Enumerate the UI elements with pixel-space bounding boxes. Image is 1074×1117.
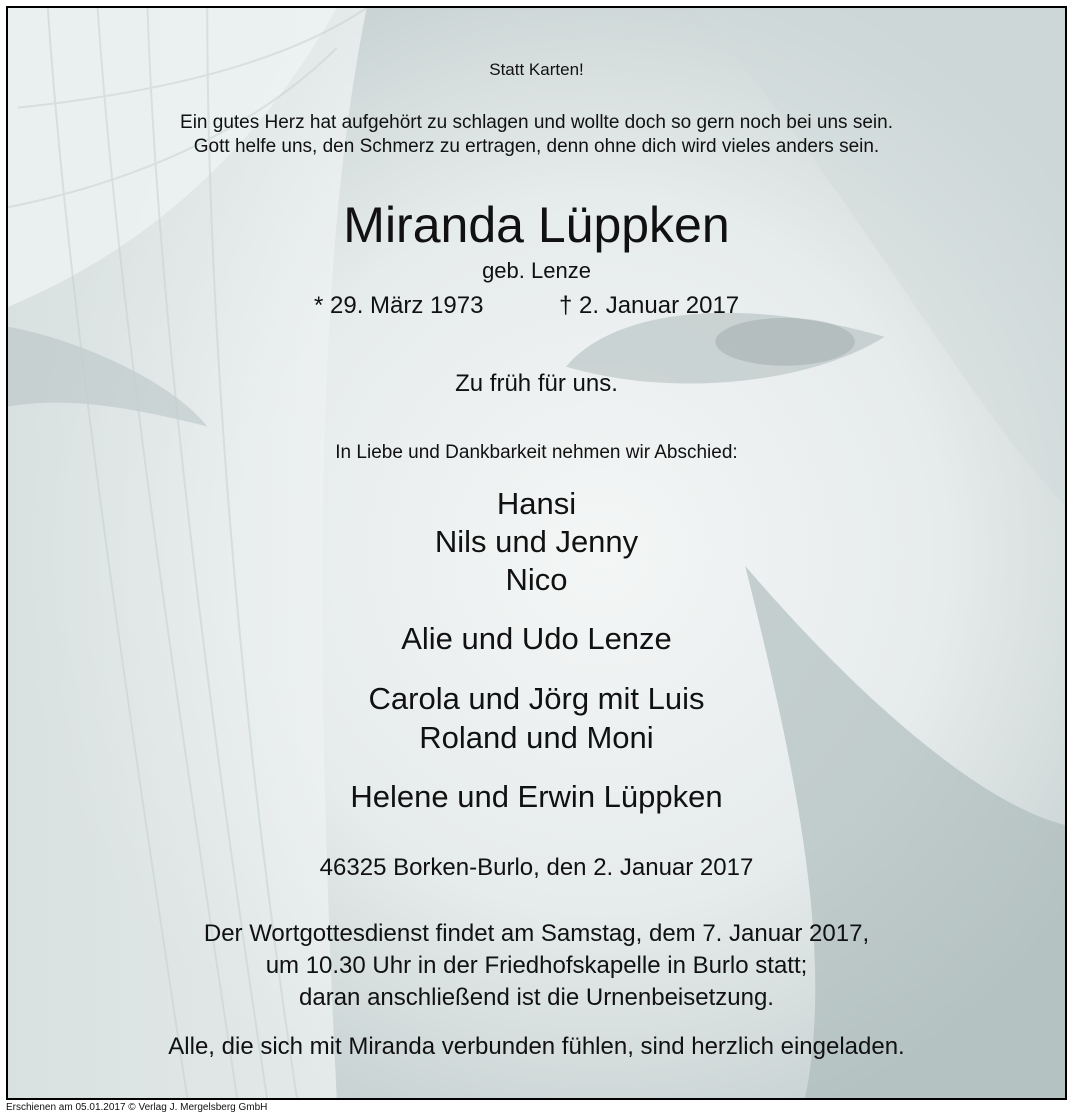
life-dates <box>8 292 1065 326</box>
obituary-frame <box>6 6 1067 1100</box>
mourner-name: Hansi <box>496 486 577 521</box>
mourner-name: Helene und Erwin Lüppken <box>350 779 723 814</box>
statt-karten-heading: Statt Karten! <box>489 60 584 79</box>
verse-line: Ein gutes Herz hat aufgehört zu schlagen und wollte doch so gern noch bei uns sein. <box>180 112 893 133</box>
maiden-name: geb. Lenze <box>482 258 591 283</box>
publication-footer: Erschienen am 05.01.2017 © Verlag J. Mergelsberg GmbH <box>6 1102 268 1113</box>
obituary-content <box>8 8 1065 1098</box>
death-date: † 2. Januar 2017 <box>559 292 740 319</box>
mourner-name: Nico <box>505 562 568 597</box>
farewell-intro: In Liebe und Dankbarkeit nehmen wir Abschied: <box>335 442 738 463</box>
mourner-name: Roland und Moni <box>419 720 654 755</box>
mourner-name: Carola und Jörg mit Luis <box>368 681 705 716</box>
service-info-line: Der Wortgottesdienst findet am Samstag, dem 7. Januar 2017, <box>203 920 870 947</box>
mourner-name: Nils und Jenny <box>434 524 639 559</box>
motto: Zu früh für uns. <box>455 370 618 397</box>
verse-line: Gott helfe uns, den Schmerz zu ertragen, denn ohne dich wird vieles anders sein. <box>193 136 880 157</box>
service-info-line: um 10.30 Uhr in der Friedhofskapelle in Burlo statt; <box>265 952 808 979</box>
invitation: Alle, die sich mit Miranda verbunden fühlen, sind herzlich eingeladen. <box>168 1033 905 1060</box>
birth-date: * 29. März 1973 <box>314 292 484 319</box>
service-info-line: daran anschließend ist die Urnenbeisetzung. <box>299 984 774 1011</box>
place-and-date: 46325 Borken-Burlo, den 2. Januar 2017 <box>319 854 754 881</box>
deceased-name: Miranda Lüppken <box>343 197 730 253</box>
mourner-name: Alie und Udo Lenze <box>401 621 672 656</box>
